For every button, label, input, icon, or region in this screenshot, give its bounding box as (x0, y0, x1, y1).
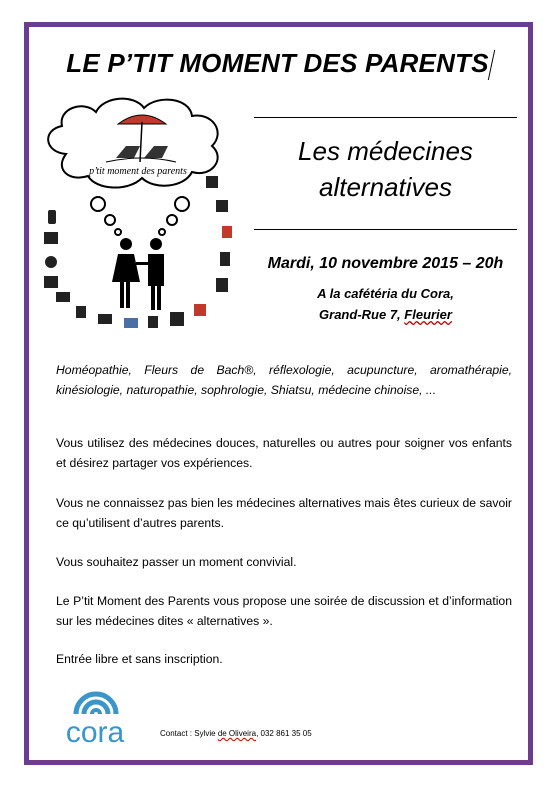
paragraph-curious: Vous ne connaissez pas bien les médecines alternatives mais êtes curieux de savoir ce qu’utilisent d’autres parents. (56, 496, 512, 530)
subject-line-2: alternatives (319, 172, 452, 202)
top-divider (254, 117, 517, 118)
illustration (36, 92, 246, 342)
contact-phone: , 032 861 35 05 (256, 729, 312, 738)
event-date: Mardi, 10 novembre 2015 – 20h (267, 255, 504, 272)
subject-line-1: Les médecines (298, 136, 473, 166)
place-address: Grand-Rue 7, (319, 307, 405, 322)
paragraph-convivial: Vous souhaitez passer un moment convivial. (56, 555, 297, 569)
cora-logo (50, 684, 140, 746)
event-subject (254, 133, 517, 205)
place-city: Fleurier (404, 307, 452, 322)
place-line-1: A la cafétéria du Cora, (317, 286, 454, 301)
household-chores-icons (44, 176, 232, 328)
bottom-divider (254, 229, 517, 230)
page-title (0, 48, 558, 80)
paragraph-invitation: Le P’tit Moment des Parents vous propose une soirée de discussion et d’information sur les médecines dites « alternatives ». (56, 594, 512, 628)
contact-name: de Oliveira (217, 729, 257, 738)
place-line-2 (254, 304, 517, 325)
thought-bubbles (91, 197, 189, 235)
event-place (254, 283, 517, 325)
paragraph-experiences: Vous utilisez des médecines douces, naturelles ou autres pour soigner vos enfants et désirez partager vos expériences. (56, 436, 512, 470)
contact-line (160, 729, 312, 738)
methods-list: Homéopathie, Fleurs de Bach®, réflexologie, acupuncture, aromathérapie, kinésiologie, naturopathie, sophrologie, Shiatsu, médecine chinoise, ... (56, 363, 512, 397)
cloud-caption: p’tit moment des parents (89, 166, 187, 177)
contact-label: Contact : Sylvie (160, 729, 218, 738)
couple-icon (112, 238, 164, 310)
cora-logo-text: cora (65, 716, 125, 746)
paragraph-entry: Entrée libre et sans inscription. (56, 652, 223, 666)
title-text: LE P’TIT MOMENT DES PARENTS (66, 48, 489, 78)
